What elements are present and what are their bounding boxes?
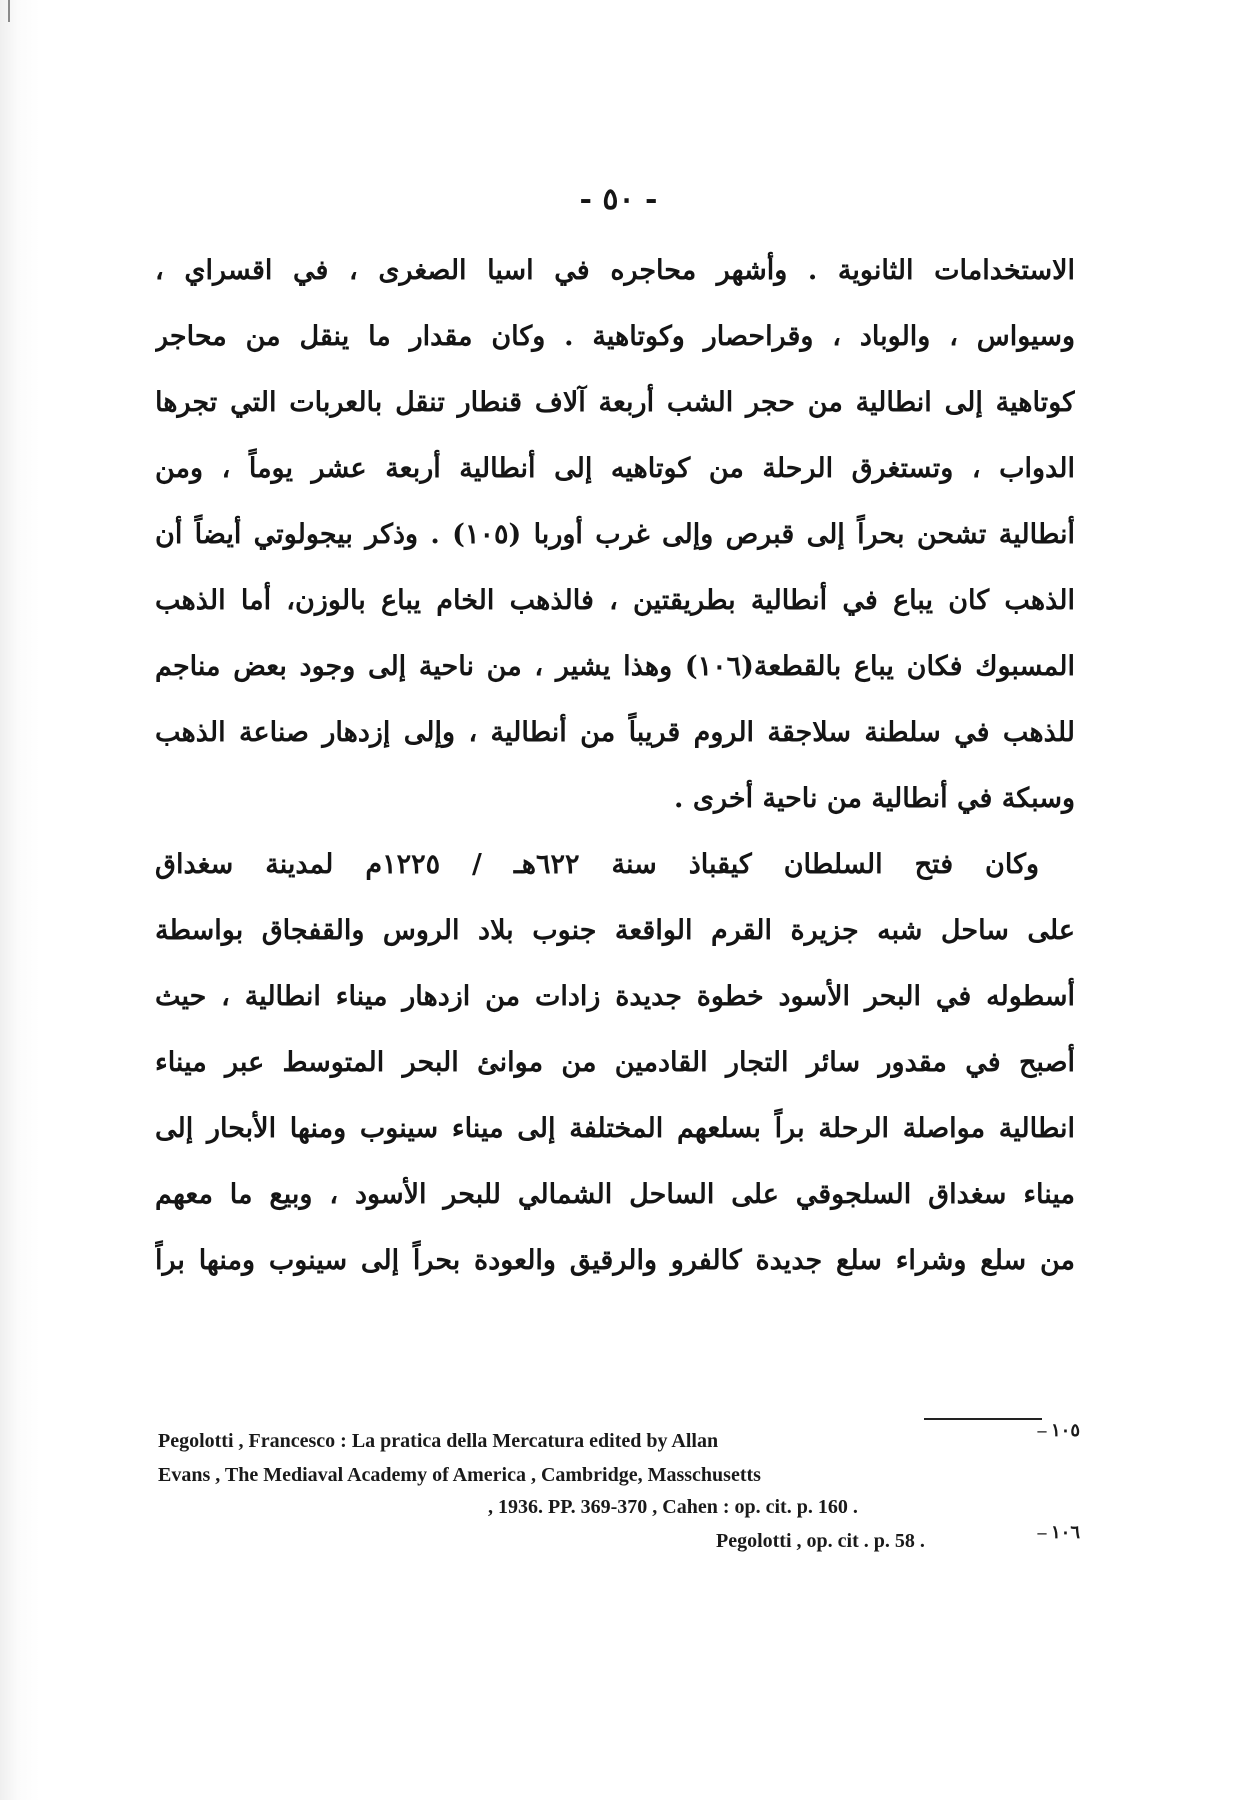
page-number: - ٥٠ - bbox=[579, 182, 658, 217]
footnote-105-line-2: Evans , The Mediaval Academy of America , Cambridge, Masschusetts bbox=[158, 1464, 761, 1486]
paragraph-start-line: وكان فتح السلطان كيقباذ سنة ٦٢٢هـ / ١٢٢٥م لمدينة سغداق bbox=[155, 849, 1040, 880]
text-line: وسيواس ، والوباد ، وقراحصار وكوتاهية . وكان مقدار ما ينقل من محاجر bbox=[155, 321, 1075, 352]
text-line: من سلع وشراء سلع جديدة كالفرو والرقيق والعودة بحراً إلى سينوب ومنها براً bbox=[155, 1245, 1075, 1276]
text-line: للذهب في سلطنة سلاجقة الروم قريباً من أنطالية ، وإلى إزدهار صناعة الذهب bbox=[155, 717, 1075, 748]
footnote-105-number: ١٠٥ – bbox=[1037, 1420, 1080, 1440]
text-line: أنطالية تشحن بحراً إلى قبرص وإلى غرب أوربا (١٠٥) . وذكر بيجولوتي أيضاً أن bbox=[155, 519, 1075, 550]
footnote-105-line-1: Pegolotti , Francesco : La pratica della Mercatura edited by Allan bbox=[158, 1430, 719, 1452]
footnote-105-line-3: , 1936. PP. 369-370 , Cahen : op. cit. p. 160 . bbox=[488, 1496, 858, 1518]
text-line: الذهب كان يباع في أنطالية بطريقتين ، فالذهب الخام يباع بالوزن، أما الذهب bbox=[155, 585, 1075, 616]
text-line: انطالية مواصلة الرحلة براً بسلعهم المختلفة إلى ميناء سينوب ومنها الأبحار إلى bbox=[155, 1113, 1075, 1144]
paragraph-end-line: وسبكة في أنطالية من ناحية أخرى . bbox=[674, 783, 1075, 814]
text-line: أسطوله في البحر الأسود خطوة جديدة زادات من ازدهار ميناء انطالية ، حيث bbox=[155, 981, 1075, 1012]
text-line: الدواب ، وتستغرق الرحلة من كوتاهيه إلى أنطالية أربعة عشر يوماً ، ومن bbox=[155, 453, 1075, 484]
text-line: المسبوك فكان يباع بالقطعة(١٠٦) وهذا يشير ، من ناحية إلى وجود بعض مناجم bbox=[155, 651, 1075, 682]
text-line: كوتاهية إلى انطالية من حجر الشب أربعة آلاف قنطار تنقل بالعربات التي تجرها bbox=[155, 387, 1075, 418]
text-line: أصبح في مقدور سائر التجار القادمين من موانئ البحر المتوسط عبر ميناء bbox=[155, 1047, 1075, 1078]
binding-mark bbox=[8, 0, 10, 22]
footnote-rule bbox=[924, 1418, 1042, 1420]
footnote-106-line-1: Pegolotti , op. cit . p. 58 . bbox=[716, 1530, 925, 1552]
text-line: على ساحل شبه جزيرة القرم الواقعة جنوب بلاد الروس والقفجاق بواسطة bbox=[155, 915, 1075, 946]
main-text bbox=[155, 238, 1075, 1294]
text-line: ميناء سغداق السلجوقي على الساحل الشمالي للبحر الأسود ، وبيع ما معهم bbox=[155, 1179, 1075, 1210]
text-line: الاستخدامات الثانوية . وأشهر محاجره في اسيا الصغرى ، في اقسراي ، bbox=[155, 255, 1075, 286]
footnote-106-number: ١٠٦ – bbox=[1037, 1522, 1080, 1542]
